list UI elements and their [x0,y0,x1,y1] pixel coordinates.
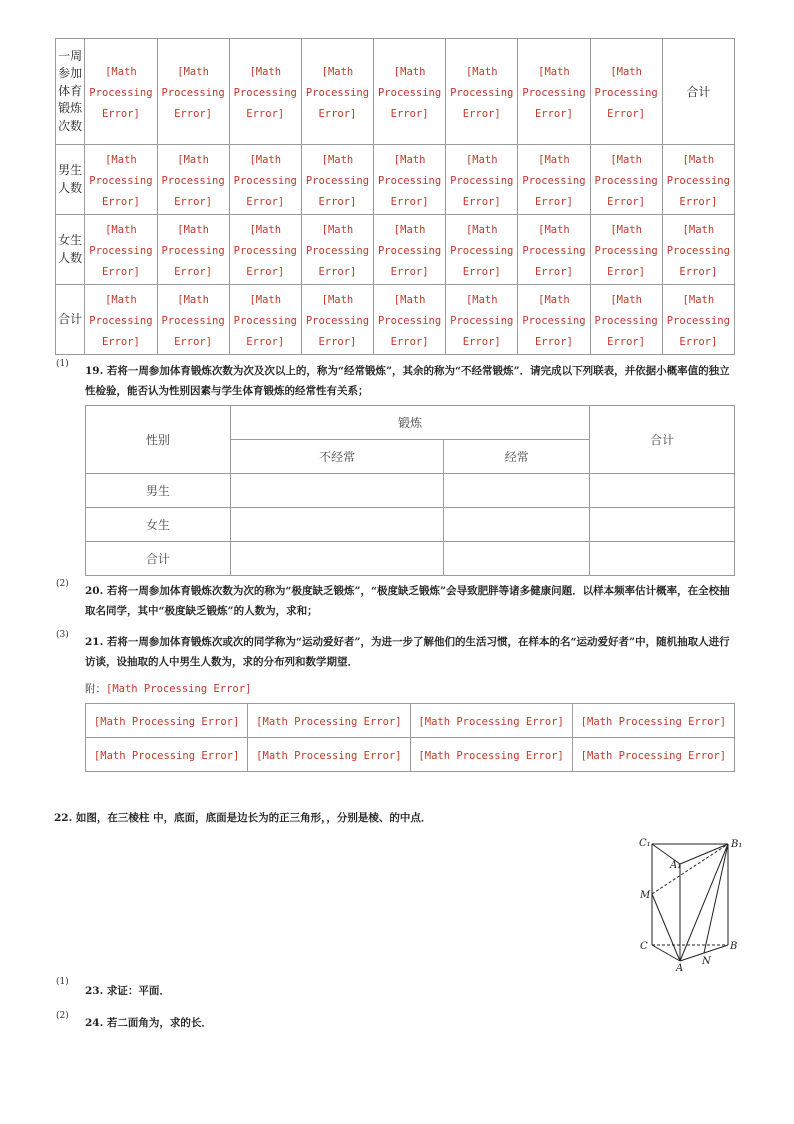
math-error: [Math Processing Error] [594,154,658,208]
question-index: (3) [56,630,69,640]
label-a1: A₁ [670,860,682,871]
header-exercise: 锻炼 [230,406,589,440]
question-24-text: 24. 若二面角为，求的长． [85,1017,212,1029]
label-a: A [676,963,684,972]
math-error: [Math Processing Error] [594,294,658,348]
row-header: 女生人数 [56,215,85,285]
math-error: [Math Processing Error] [450,154,514,208]
table-row [86,738,735,772]
math-error: [Math Processing Error] [305,294,370,348]
math-error: [Math Processing Error] [377,66,442,120]
segment-b1n [704,844,728,953]
math-error: [Math Processing Error] [233,66,297,120]
math-error: [Math Processing Error] [377,154,442,208]
table-row [86,704,735,738]
math-error: [Math Processing Error] [377,224,442,278]
row-header: 男生人数 [56,145,85,215]
blank-cell [230,508,444,542]
attachment-label: 附： [85,683,106,695]
prism-figure [636,832,748,972]
math-error: [Math Processing Error] [418,750,564,762]
math-error: [Math Processing Error] [418,716,564,728]
math-error: [Math Processing Error] [522,224,586,278]
math-error: [Math Processing Error] [594,66,658,120]
row-label: 合计 [86,542,231,576]
math-error: [Math Processing Error] [305,66,370,120]
math-error: [Math Processing Error] [256,716,402,728]
math-error: [Math Processing Error] [161,224,225,278]
blank-cell [590,542,735,576]
label-b1: B₁ [731,839,743,850]
blank-cell [590,508,735,542]
table-row [56,215,735,285]
math-error: [Math Processing Error] [666,294,730,348]
table-row [86,508,735,542]
blank-cell [444,542,590,576]
math-error: [Math Processing Error] [450,294,514,348]
math-error: [Math Processing Error] [522,154,586,208]
table-row [56,285,735,355]
label-b: B [730,941,738,952]
math-error: [Math Processing Error] [377,294,442,348]
edge-ca [652,945,680,961]
question-23-text: 23. 求证：平面． [85,985,170,997]
math-error: [Math Processing Error] [580,716,727,728]
math-error: [Math Processing Error] [89,66,153,120]
math-error: [Math Processing Error] [450,66,514,120]
frequency-table [55,38,735,355]
question-index: (1) [56,359,69,369]
question-21-text: 21. 若将一周参加体育锻炼次或次的同学称为“运动爱好者”，为进一步了解他们的生活习惯，在样本的名“运动爱好者”中，随机抽取人进行访谈，设抽取的人中男生人数为，求的分布列和数学期望． [85,636,730,668]
row-header: 合计 [56,285,85,355]
question-index: (2) [56,579,69,589]
header-regular: 经常 [444,440,590,474]
row-label: 女生 [86,508,231,542]
math-error: [Math Processing Error] [256,750,402,762]
math-error: [Math Processing Error] [233,294,297,348]
label-n: N [702,956,711,967]
header-total: 合计 [590,406,735,474]
label-c1: C₁ [639,838,651,849]
blank-cell [230,474,444,508]
table-row [56,145,735,215]
math-error: [Math Processing Error] [89,154,153,208]
math-error: [Math Processing Error] [89,224,153,278]
header-not-regular: 不经常 [230,440,444,474]
blank-cell [444,508,590,542]
math-error: [Math Processing Error] [89,294,153,348]
question-22-text: 22. 如图，在三棱柱 中，底面，底面是边长为的正三角形，，分别是棱、的中点． [54,812,432,824]
math-error: [Math Processing Error] [161,294,225,348]
row-header: 一周参加体育锻炼次数 [56,39,85,145]
question-20-text: 20. 若将一周参加体育锻炼次数为次的称为“极度缺乏锻炼”，“极度缺乏锻炼”会导致肥胖等诸多健康问题．以样本频率估计概率，在全校抽取名同学，其中“极度缺乏锻炼”的人数为，求和； [85,585,730,617]
math-error: [Math Processing Error] [233,224,297,278]
contingency-table [85,405,735,576]
reference-table [85,703,735,772]
question-index: (1) [56,977,69,987]
math-error: [Math Processing Error] [450,224,514,278]
blank-cell [444,474,590,508]
math-error: [Math Processing Error] [522,294,586,348]
label-m: M [640,890,651,901]
header-gender: 性别 [86,406,231,474]
math-error: [Math Processing Error] [305,154,370,208]
table-row [86,474,735,508]
math-error: [Math Processing Error] [161,154,225,208]
segment-b1a [680,844,728,961]
math-error: [Math Processing Error] [666,154,730,208]
table-row [56,39,735,145]
math-error: [Math Processing Error] [93,750,240,762]
table-row [86,542,735,576]
math-error: [Math Processing Error] [233,154,297,208]
math-error: [Math Processing Error] [580,750,727,762]
blank-cell [230,542,444,576]
question-19-text: 19. 若将一周参加体育锻炼次数为次及次以上的，称为“经常锻炼”，其余的称为“不经常锻炼”．请完成以下列联表，并依据小概率值的独立性检验，能否认为性别因素与学生体育锻炼的经常性有关系； [85,365,730,397]
math-error: [Math Processing Error] [106,683,252,695]
question-index: (2) [56,1011,69,1021]
blank-cell [590,474,735,508]
math-error: [Math Processing Error] [522,66,586,120]
math-error: [Math Processing Error] [93,716,240,728]
hidden-segment-mb1 [652,844,728,894]
total-header: 合计 [662,39,734,145]
table-row [86,406,735,440]
math-error: [Math Processing Error] [666,224,730,278]
math-error: [Math Processing Error] [161,66,225,120]
math-error: [Math Processing Error] [305,224,370,278]
attachment-line [85,680,251,698]
row-label: 男生 [86,474,231,508]
segment-ma [652,894,680,961]
label-c: C [640,941,648,952]
math-error: [Math Processing Error] [594,224,658,278]
